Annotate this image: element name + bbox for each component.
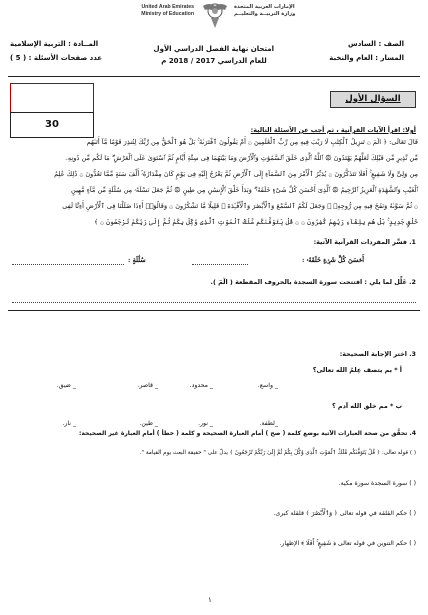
- subject-label: المــادة : التربية الإسلامية: [10, 40, 99, 48]
- verse-line: خَلْقٍ جَدِيدٍ ۚ بَلْ هُم بِلِقَآءِ رَبِّهِمْ كَٰفِرُونَ ۞ ۞ قُلْ يَتَوَفَّىٰكُم مَّلَكُ ٱلْمَوْتِ ٱلَّذِى وُكِّلَ بِكُمْ ثُمَّ إِلَىٰ رَبِّكُمْ تُرْجَعُونَ ۞ ﴾: [94, 218, 418, 226]
- section-divider: [8, 310, 420, 311]
- q3-a-option[interactable]: _ واسع.: [257, 382, 278, 389]
- ministry-name-arabic: الإمارات العربية المتحدة وزارة التربيــة والتعليــم: [234, 4, 296, 17]
- question-intro: أولا: اقرأ الآيات القرآنية ، ثم أجب عن الأسئلة التالية:: [250, 126, 416, 134]
- verse-line: ٱلْغَيْبِ وَٱلشَّهَٰدَةِ ٱلْعَزِيزُ ٱلرَّحِيمُ ۞ ٱلَّذِىٓ أَحْسَنَ كُلَّ شَىْءٍ خَلَقَهُۥ ۖ وَبَدَأَ خَلْقَ ٱلْإِنسَٰنِ مِن طِينٍ ۞ ثُمَّ جَعَلَ نَسْلَهُۥ مِن سُلَٰلَةٍ مِّن مَّآءٍ مَّهِينٍ: [71, 186, 418, 194]
- q4-statement[interactable]: ( ) سورة السجدة سورة مكية.: [338, 480, 416, 487]
- q1-answer-1-line[interactable]: [192, 264, 248, 265]
- q1-title: 1. فسِّر المفردات القرآنية الآتية:: [313, 238, 416, 246]
- q3-b-option[interactable]: _لطفة.: [259, 420, 278, 427]
- track-label: المسار : العام والنخبة: [329, 54, 404, 62]
- question-pages-label: عدد صفحات الأسئلة : ( 5 ): [10, 54, 103, 62]
- q3-a-option[interactable]: _ قاصر.: [137, 382, 158, 389]
- grade-label: الصف : السادس: [348, 40, 404, 48]
- q3-a-option[interactable]: _ ضيق.: [56, 382, 76, 389]
- verse-line: مِن وَلِىٍّ وَلَا شَفِيعٍ ۚ أَفَلَا تَتَذَكَّرُونَ ۞ يُدَبِّرُ ٱلْأَمْرَ مِنَ ٱلسَّمَآءِ إِلَى ٱلْأَرْضِ ثُمَّ يَعْرُجُ إِلَيْهِ فِى يَوْمٍ كَانَ مِقْدَارُهُۥٓ أَلْفَ سَنَةٍ مِّمَّا تَعُدُّونَ ۞ ذَٰلِكَ عَٰلِمُ: [54, 170, 418, 178]
- q3-b-option[interactable]: _ نار.: [62, 420, 76, 427]
- q2-answer-line[interactable]: [12, 302, 416, 303]
- verse-line: ۞ ثُمَّ سَوَّىٰهُ وَنَفَخَ فِيهِ مِن رُّوحِهِۦ ۖ وَجَعَلَ لَكُمُ ٱلسَّمْعَ وَٱلْأَبْصَٰرَ وَٱلْأَفْـِٔدَةَ ۚ قَلِيلًا مَّا تَشْكُرُونَ ۞ وَقَالُوٓا۟ أَءِذَا ضَلَلْنَا فِى ٱلْأَرْضِ أَءِنَّا لَفِى: [62, 202, 418, 210]
- q3-a-question: أ * بم يتصف عِلمُ الله تعالى؟: [312, 366, 402, 374]
- q1-word-2: سُلَٰلَةٍ :: [128, 256, 146, 264]
- q1-answer-2-line[interactable]: [12, 264, 124, 265]
- uae-emblem-logo: [197, 0, 233, 30]
- section-title: السؤال الأول: [330, 91, 416, 108]
- header-divider: [8, 76, 420, 77]
- total-score-box: 30: [10, 112, 94, 138]
- q4-statement[interactable]: ( ) حكم القلقة في قوله تعالى ﴿ وَٱلْأَبْصَٰرَ ﴾ قلقلة كبرى.: [273, 510, 416, 517]
- q4-title: 4. تحقَّق من صحة العبارات الآتية بوضع كلمة ( صح ) أمام العبارة الصحيحة و كلمة ( خطأ ) أمام العبارة غير الصحيحة:: [79, 430, 416, 437]
- q3-b-question: ب * مم خلق الله آدم ؟: [332, 402, 402, 410]
- q2-title: 2. عَلِّل لما يلي : افتتحت سورة السجدة بالحروف المقطعة ( الٓمٓ ).: [210, 278, 416, 286]
- student-score-box[interactable]: [10, 83, 94, 113]
- q3-b-option[interactable]: _ طين.: [139, 420, 158, 427]
- q1-word-1: أَحۡسَنَ كُلَّ شَيۡءٍ خَلَقَهُۥ :: [302, 256, 364, 264]
- q3-title: 3. اختر الإجابة الصحيحة:: [339, 350, 416, 358]
- ministry-name-english: United Arab Emirates Ministry of Education: [141, 4, 194, 17]
- q4-statement[interactable]: ( ) قوله تعالى: ﴿ قُلْ يَتَوَفَّىٰكُم مَّلَكُ ٱلْمَوْتِ ٱلَّذِى وُكِّلَ بِكُمْ ثُمَّ إِلَىٰ رَبِّكُمْ تُرْجَعُونَ ﴾ يدلّ على " حقيقة البعث يوم القيامة ".: [139, 450, 416, 456]
- verse-line: مِّن نَّذِيرٍ مِّن قَبْلِكَ لَعَلَّهُمْ يَهْتَدُونَ ۞ ٱللَّهُ ٱلَّذِى خَلَقَ ٱلسَّمَٰوَٰتِ وَٱلْأَرْضَ وَمَا بَيْنَهُمَا فِى سِتَّةِ أَيَّامٍ ثُمَّ ٱسْتَوَىٰ عَلَى ٱلْعَرْشِ ۖ مَا لَكُم مِّن دُونِهِۦ: [65, 154, 418, 162]
- verse-line: قَالَ تَعَالَى: ﴿ الٓمٓ ۞ تَنزِيلُ ٱلْكِتَٰبِ لَا رَيْبَ فِيهِ مِن رَّبِّ ٱلْعَٰلَمِينَ ۞ أَمْ يَقُولُونَ ٱفْتَرَىٰهُ ۚ بَلْ هُوَ ٱلْحَقُّ مِن رَّبِّكَ لِتُنذِرَ قَوْمًا مَّآ أَتَىٰهُم: [86, 138, 418, 146]
- exam-year: للعام الدراسي 2017 / 2018 م: [161, 57, 267, 65]
- q4-statement[interactable]: ( ) حكم التنوين في قوله تعالى ﴿ شَفِيعٍ ۚ أَفَلَا ﴾ الإظهار.: [279, 540, 416, 547]
- exam-title: امتحان نهاية الفصل الدراسي الأول: [153, 45, 274, 53]
- q3-a-option[interactable]: _ محدود.: [189, 382, 213, 389]
- q3-b-option[interactable]: _ نور.: [198, 420, 213, 427]
- page-number: ١: [208, 596, 212, 604]
